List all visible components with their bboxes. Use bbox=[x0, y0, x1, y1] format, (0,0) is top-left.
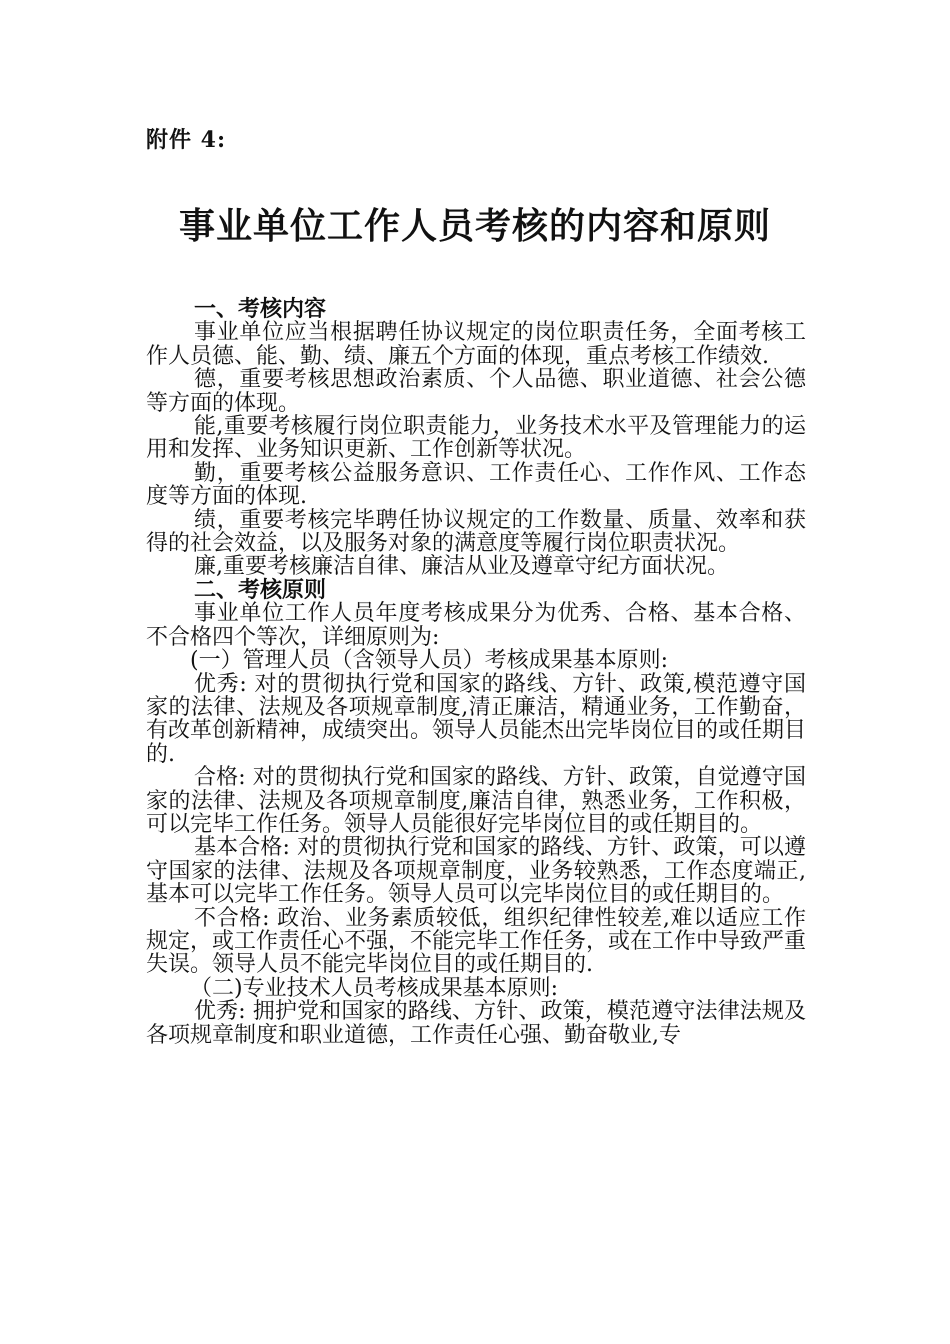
paragraph: 事业单位工作人员年度考核成果分为优秀、合格、基本合格、不合格四个等次，详细原则为: bbox=[146, 601, 806, 650]
paragraph: 绩，重要考核完毕聘任协议规定的工作数量、质量、效率和获得的社会效益，以及服务对象的满意度等履行岗位职责状况。 bbox=[146, 507, 806, 557]
section-heading-content: 一、考核内容 bbox=[194, 297, 327, 322]
document-title: 事业单位工作人员考核的内容和原则 bbox=[178, 205, 771, 247]
paragraph: 不合格: 政治、业务素质较低，组织纪律性较差,难以适应工作规定，或工作责任心不强，不能完毕工作任务，或在工作中导致严重失误。领导人员不能完毕岗位目的或任期目的. bbox=[146, 905, 807, 978]
paragraph: 基本合格: 对的贯彻执行党和国家的路线、方针、政策，可以遵守国家的法律、法规及各项规章制度，业务较熟悉，工作态度端正,基本可以完毕工作任务。领导人员可以完毕岗位目的或任期目的。 bbox=[146, 835, 806, 908]
paragraph: 廉,重要考核廉洁自律、廉洁从业及遵章守纪方面状况。 bbox=[194, 554, 729, 580]
document-body bbox=[146, 298, 806, 1047]
paragraph: 优秀: 对的贯彻执行党和国家的路线、方针、政策,模范遵守国家的法律、法规及各项规章制度,清正廉洁，精通业务，工作勤奋，有改革创新精神，成绩突出。领导人员能杰出完毕岗位目的或任期目的. bbox=[146, 671, 807, 767]
subsection-heading: （二)专业技术人员考核成果基本原则: bbox=[190, 975, 558, 1001]
paragraph: 能,重要考核履行岗位职责能力，业务技术水平及管理能力的运用和发挥、业务知识更新、工作创新等状况。 bbox=[146, 414, 806, 463]
subsection-heading: (一）管理人员（含领导人员）考核成果基本原则: bbox=[190, 648, 668, 674]
attachment-label: 附件 4: bbox=[146, 127, 227, 153]
paragraph: 优秀: 拥护党和国家的路线、方针、政策，模范遵守法律法规及各项规章制度和职业道德，工作责任心强、勤奋敬业,专 bbox=[146, 999, 806, 1048]
section-heading-principles: 二、考核原则 bbox=[194, 577, 327, 603]
paragraph: 勤，重要考核公益服务意识、工作责任心、工作作风、工作态度等方面的体现. bbox=[146, 460, 806, 510]
paragraph: 德，重要考核思想政治素质、个人品德、职业道德、社会公德等方面的体现。 bbox=[146, 367, 806, 416]
paragraph: 事业单位应当根据聘任协议规定的岗位职责任务，全面考核工作人员德、能、勤、绩、廉五个方面的体现，重点考核工作绩效. bbox=[146, 320, 806, 369]
paragraph: 合格: 对的贯彻执行党和国家的路线、方针、政策，自觉遵守国家的法律、法规及各项规章制度,廉洁自律，熟悉业务，工作积极，可以完毕工作任务。领导人员能很好完毕岗位目的或任期目的。 bbox=[146, 765, 806, 837]
